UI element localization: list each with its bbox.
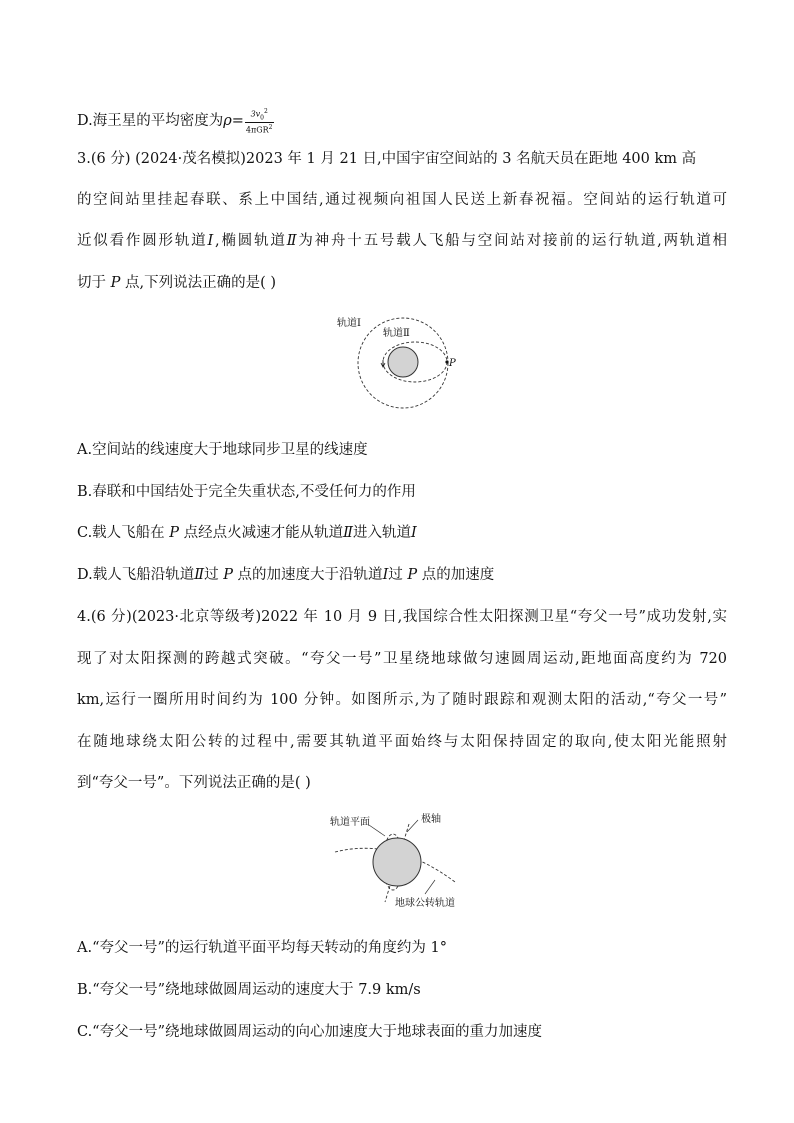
orbit-leader [425, 880, 435, 894]
plane-leader [369, 825, 385, 836]
density-fraction [245, 107, 274, 135]
q3-option-c: C.载人飞船在 P 点经点火减速才能从轨道Ⅱ进入轨道Ⅰ [77, 525, 417, 541]
q4-stem-line-5: 到“夸父一号”。下列说法正确的是( ) [77, 775, 311, 791]
orbit-symbol-2: Ⅱ [286, 233, 299, 249]
q4-option-a: A.“夸父一号”的运行轨道平面平均每天转动的角度约为 1° [77, 940, 447, 956]
q3-option-a: A.空间站的线速度大于地球同步卫星的线速度 [77, 442, 368, 458]
fraction-denominator: 4πGR$^2$ [245, 124, 273, 135]
q3-stem-line-3: 近似看作圆形轨道Ⅰ,椭圆轨道Ⅱ为神舟十五号载人飞船与空间站对接前的运行轨道,两轨道相 [77, 233, 728, 249]
earth-circle [388, 347, 418, 377]
orbit-2-label: 轨道Ⅱ [383, 328, 410, 339]
orbit-1-label: 轨道Ⅰ [337, 318, 361, 329]
q3-stem-line-4: 切于 P 点,下列说法正确的是( ) [77, 275, 277, 291]
q4-stem-line-4: 在随地球绕太阳公转的过程中,需要其轨道平面始终与太阳保持固定的取向,使太阳光能照射 [77, 734, 727, 750]
orbit-plane-label: 轨道平面 [330, 817, 370, 828]
q3-stem-line-2: 的空间站里挂起春联、系上中国结,通过视频向祖国人民送上新春祝福。空间站的运行轨道可 [77, 192, 727, 208]
q4-stem-line-2: 现了对太阳探测的跨越式突破。“夸父一号”卫星绕地球做匀速圆周运动,距地面高度约为 720 [77, 651, 727, 667]
point-p-label: P [449, 358, 456, 369]
earth-circle [373, 838, 421, 886]
q3-option-d: D.载人飞船沿轨道Ⅱ过 P 点的加速度大于沿轨道Ⅰ过 P 点的加速度 [77, 567, 495, 583]
q4-option-b: B.“夸父一号”绕地球做圆周运动的速度大于 7.9 km/s [77, 982, 421, 998]
fraction-numerator: $3v_0^2$ [245, 107, 274, 123]
q4-stem-line-1: 4.(6 分)(2023·北京等级考)2022 年 10 月 9 日,我国综合性太阳探测卫星“夸父一号”成功发射,实 [77, 609, 727, 625]
option-text: D.海王星的平均密度为 [77, 112, 224, 129]
q4-option-c: C.“夸父一号”绕地球做圆周运动的向心加速度大于地球表面的重力加速度 [77, 1024, 543, 1040]
q2-option-d [77, 107, 727, 135]
point-symbol: P [110, 275, 121, 291]
q4-stem-line-3: km,运行一圈所用时间约为 100 分钟。如图所示,为了随时跟踪和观测太阳的活动,“夸父一号” [77, 692, 727, 708]
q3-option-b: B.春联和中国结处于完全失重状态,不受任何力的作用 [77, 484, 416, 500]
earth-orbit-label: 地球公转轨道 [395, 898, 455, 909]
orbit-symbol-1: Ⅰ [207, 233, 216, 249]
orbit-direction-arrow [381, 360, 385, 367]
orbit-diagram [325, 310, 475, 410]
rho-symbol: ρ= [223, 112, 244, 129]
q3-stem-line-1: 3.(6 分) (2024·茂名模拟)2023 年 1 月 21 日,中国宇宙空间站的 3 名航天员在距地 400 km 高 [77, 151, 697, 167]
polar-axis-label: 极轴 [421, 814, 441, 825]
parker-orbit-diagram [325, 812, 475, 912]
